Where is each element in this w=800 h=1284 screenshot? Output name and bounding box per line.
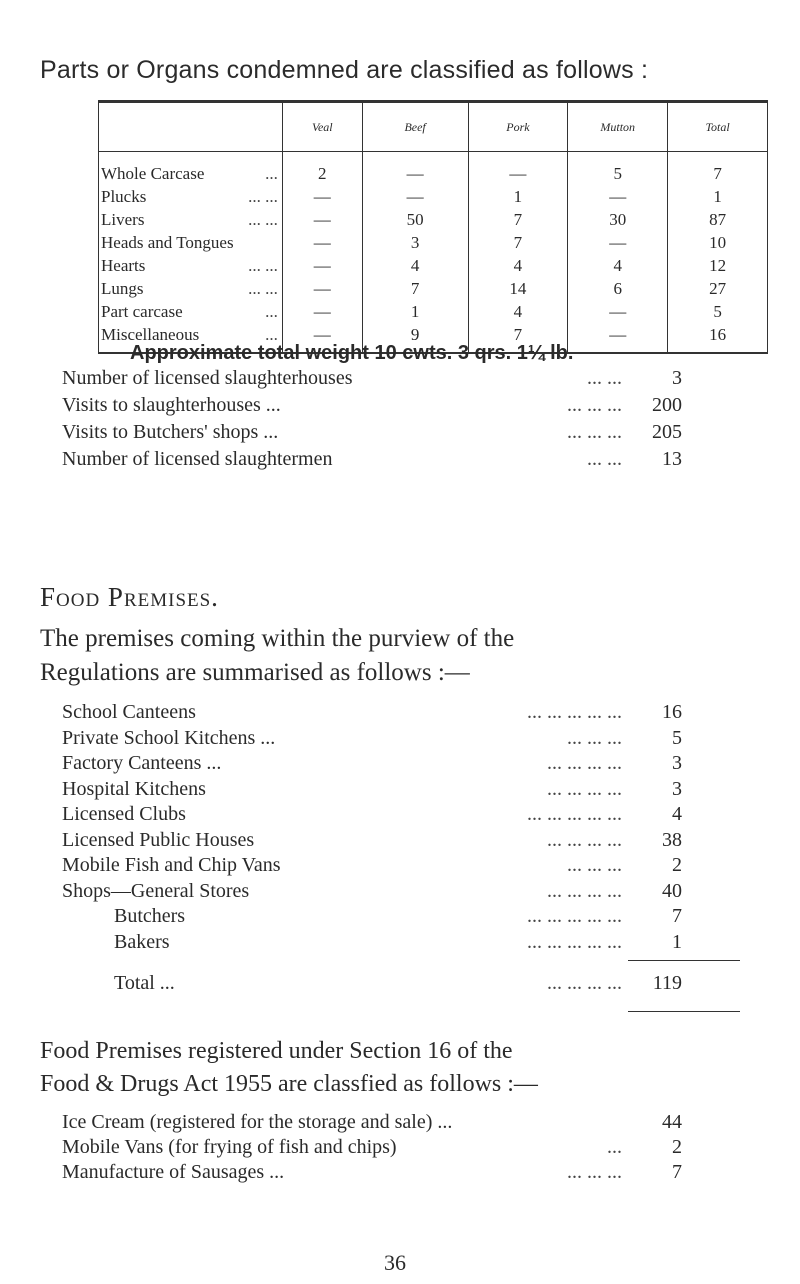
list-item [62, 392, 682, 419]
header-total: Total [668, 102, 768, 152]
cell-beef: — [362, 152, 468, 186]
item-value: 1 [672, 930, 682, 953]
table-row [99, 300, 768, 323]
item-value: 40 [662, 879, 682, 902]
item-value: 205 [652, 421, 682, 443]
row-label [99, 208, 283, 231]
row-label [99, 231, 283, 254]
cell-beef: 50 [362, 208, 468, 231]
header-blank [99, 102, 283, 152]
table-header-row [99, 102, 768, 152]
item-value: 2 [672, 854, 682, 876]
condemned-parts-table [98, 100, 768, 354]
list-item [62, 930, 682, 956]
item-value: 3 [672, 367, 682, 389]
row-leader-dots: ... [265, 302, 278, 321]
cell-mutton: — [568, 231, 668, 254]
registered-intro-line-1: Food Premises registered under Section 16 of the [40, 1038, 513, 1064]
list-item [62, 1110, 682, 1135]
cell-mutton: 5 [568, 152, 668, 186]
item-leader-dots: ... ... ... [567, 421, 622, 443]
list-item [62, 446, 682, 473]
list-item [62, 853, 682, 879]
row-label [99, 185, 283, 208]
row-label [99, 152, 283, 186]
cell-veal: — [282, 254, 362, 277]
list-item [62, 879, 682, 905]
row-leader-dots: ... ... [248, 210, 278, 229]
premises-list [62, 700, 682, 955]
total-label: Total ... [114, 972, 175, 994]
item-leader-dots: ... ... ... ... ... [527, 701, 622, 723]
cell-veal: — [282, 277, 362, 300]
cell-beef: 7 [362, 277, 468, 300]
item-label: Licensed Public Houses [62, 828, 255, 851]
header-mutton: Mutton [568, 102, 668, 152]
item-label: Visits to Butchers' shops ... [62, 421, 279, 443]
item-leader-dots: ... ... ... ... ... [527, 905, 622, 927]
table-row [99, 208, 768, 231]
list-item [62, 365, 682, 392]
item-value: 7 [672, 1161, 682, 1183]
item-value: 16 [662, 701, 682, 723]
cell-beef: 3 [362, 231, 468, 254]
cell-pork: 7 [468, 323, 568, 353]
item-value: 13 [662, 448, 682, 470]
total-row [114, 965, 682, 1001]
row-label-text: Whole Carcase [101, 164, 205, 183]
item-label: School Canteens [62, 701, 196, 723]
item-value: 3 [672, 777, 682, 800]
item-leader-dots: ... ... ... ... [547, 879, 622, 902]
list-item [62, 1160, 682, 1185]
approximate-weight: Approximate total weight 10 cwts. 3 qrs. 1¼ lb. [130, 342, 574, 364]
item-value: 3 [672, 752, 682, 774]
row-leader-dots: ... ... [248, 279, 278, 298]
cell-mutton: — [568, 323, 668, 353]
list-item [62, 1135, 682, 1160]
item-leader-dots: ... ... ... [567, 1161, 622, 1183]
item-leader-dots: ... ... ... [567, 854, 622, 876]
item-label: Mobile Vans (for frying of fish and chips) [62, 1136, 397, 1158]
header-beef: Beef [362, 102, 468, 152]
list-item [62, 828, 682, 854]
cell-mutton: 4 [568, 254, 668, 277]
cell-total: 27 [668, 277, 768, 300]
row-label-text: Hearts [101, 256, 146, 275]
item-value: 44 [662, 1111, 682, 1133]
cell-mutton: 30 [568, 208, 668, 231]
cell-total: 16 [668, 323, 768, 353]
row-leader-dots: ... [265, 325, 278, 344]
premises-intro-line-2: Regulations are summarised as follows :— [40, 659, 470, 686]
item-leader-dots: ... ... ... ... [547, 752, 622, 774]
cell-mutton: — [568, 185, 668, 208]
item-leader-dots: ... [607, 1136, 622, 1158]
cell-pork: 7 [468, 208, 568, 231]
item-leader-dots: ... ... ... ... ... [527, 930, 622, 953]
row-label-text: Miscellaneous [101, 325, 200, 344]
row-label-text: Livers [101, 210, 145, 229]
item-label: Number of licensed slaughtermen [62, 448, 333, 470]
cell-veal: — [282, 208, 362, 231]
row-label [99, 277, 283, 300]
item-label: Shops—General Stores [62, 879, 250, 902]
row-label-text: Part carcase [101, 302, 183, 321]
slaughter-stats [62, 365, 682, 473]
item-value: 5 [672, 726, 682, 749]
row-leader-dots: ... [265, 164, 278, 183]
header-veal: Veal [282, 102, 362, 152]
item-leader-dots: ... ... [587, 367, 622, 389]
cell-total: 10 [668, 231, 768, 254]
table-row [99, 277, 768, 300]
page-heading: Parts or Organs condemned are classified as follows : [40, 56, 649, 84]
cell-veal: — [282, 231, 362, 254]
cell-total: 1 [668, 185, 768, 208]
cell-pork: 4 [468, 254, 568, 277]
cell-total: 12 [668, 254, 768, 277]
cell-veal: — [282, 300, 362, 323]
cell-pork: 4 [468, 300, 568, 323]
page-number: 36 [384, 1250, 406, 1275]
total-underline-rule [628, 1011, 740, 1012]
header-pork: Pork [468, 102, 568, 152]
cell-pork: 7 [468, 231, 568, 254]
table-row [99, 152, 768, 186]
cell-total: 7 [668, 152, 768, 186]
item-leader-dots: ... ... ... [567, 394, 622, 416]
row-leader-dots: ... ... [248, 256, 278, 275]
cell-beef: 4 [362, 254, 468, 277]
list-item [62, 777, 682, 803]
list-item [62, 700, 682, 726]
item-value: 200 [652, 394, 682, 416]
item-leader-dots: ... ... ... ... [547, 777, 622, 800]
item-label: Hospital Kitchens [62, 777, 206, 800]
total-leader-dots: ... ... ... ... [547, 972, 622, 994]
row-label [99, 300, 283, 323]
food-premises-title-text: Food Premises. [40, 582, 219, 612]
item-value: 4 [672, 803, 682, 825]
list-item [62, 904, 682, 930]
cell-veal: — [282, 185, 362, 208]
item-leader-dots: ... ... [587, 448, 622, 470]
cell-total: 5 [668, 300, 768, 323]
cell-veal: 2 [282, 152, 362, 186]
item-label: Visits to slaughterhouses ... [62, 394, 281, 416]
table-row [99, 231, 768, 254]
item-label: Private School Kitchens ... [62, 726, 276, 749]
list-item [62, 419, 682, 446]
item-value: 7 [672, 905, 682, 927]
row-leader-dots: ... ... [248, 187, 278, 206]
cell-veal: — [282, 323, 362, 353]
item-label: Ice Cream (registered for the storage and sale) ... [62, 1111, 453, 1133]
list-item [62, 726, 682, 752]
cell-total: 87 [668, 208, 768, 231]
cell-mutton: 6 [568, 277, 668, 300]
item-label: Mobile Fish and Chip Vans [62, 854, 281, 876]
item-value: 38 [662, 828, 682, 851]
table-row [99, 254, 768, 277]
cell-beef: 1 [362, 300, 468, 323]
row-label-text: Lungs [101, 279, 144, 298]
list-item [62, 802, 682, 828]
total-value: 119 [652, 972, 682, 994]
row-label [99, 254, 283, 277]
row-label-text: Heads and Tongues [101, 233, 234, 252]
cell-pork: 1 [468, 185, 568, 208]
cell-beef: 9 [362, 323, 468, 353]
item-label: Manufacture of Sausages ... [62, 1161, 285, 1183]
premises-intro-line-1: The premises coming within the purview of the [40, 625, 515, 652]
item-leader-dots: ... ... ... ... [547, 828, 622, 851]
item-leader-dots: ... ... ... ... ... [527, 803, 622, 825]
item-label: Factory Canteens ... [62, 752, 222, 774]
item-label: Butchers [114, 905, 186, 927]
cell-pork: 14 [468, 277, 568, 300]
cell-beef: — [362, 185, 468, 208]
cell-mutton: — [568, 300, 668, 323]
food-premises-title [40, 582, 219, 613]
list-item [62, 751, 682, 777]
item-label: Bakers [114, 930, 170, 953]
registered-intro-line-2: Food & Drugs Act 1955 are classfied as follows :— [40, 1071, 538, 1097]
item-leader-dots: ... ... ... [567, 726, 622, 749]
total-divider-rule [628, 960, 740, 961]
row-label-text: Plucks [101, 187, 147, 206]
item-value: 2 [672, 1136, 682, 1158]
item-label: Licensed Clubs [62, 803, 186, 825]
registered-list [62, 1110, 682, 1185]
premises-total [114, 965, 682, 1001]
cell-pork: — [468, 152, 568, 186]
table-row [99, 185, 768, 208]
item-label: Number of licensed slaughterhouses [62, 367, 353, 389]
